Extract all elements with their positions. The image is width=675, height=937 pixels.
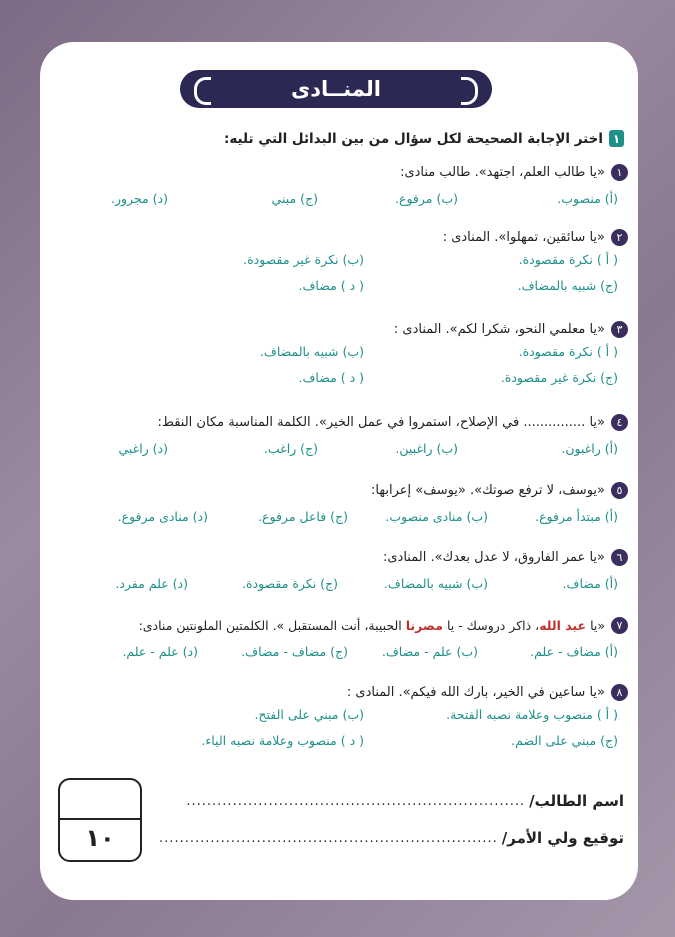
question-number: ٣ [611,321,628,338]
option-a[interactable]: (أ) مضاف. [562,576,618,591]
question-text: «يا ساعين في الخير، بارك الله فيكم». المنادى : [346,685,605,700]
option-b[interactable]: (ب) شبيه بالمضاف. [383,576,488,591]
worksheet-paper [40,42,638,900]
question-text: «يا عمر الفاروق، لا عدل بعدك». المنادى: [383,550,605,565]
question-number: ٤ [611,414,628,431]
option-a[interactable]: ( أ ) منصوب وعلامة نصبه الفتحة. [446,707,618,722]
question-text: «يا ............... في الإصلاح، استمروا في عمل الخير». الكلمة المناسبة مكان النقط: [157,415,605,430]
option-d[interactable]: (د) علم - علم. [122,644,198,659]
option-a[interactable]: (أ) مبتدأ مرفوع. [535,509,618,524]
guardian-signature-label: توقيع ولي الأمر/ [501,829,624,847]
bracket-right-ornament [461,77,478,105]
student-name-field[interactable]: .................................................................. [186,793,526,809]
highlighted-word: مصرنا [405,618,443,633]
option-d[interactable]: (د) منادى مرفوع. [117,509,208,524]
option-d[interactable]: (د) مجرور. [110,191,168,206]
option-b[interactable]: (ب) علم - مضاف. [381,644,478,659]
option-b[interactable]: (ب) مرفوع. [395,191,458,206]
option-a[interactable]: (أ) مضاف - علم. [530,644,618,659]
question-text-part: ، ذاكر دروسك - يا [446,618,540,633]
score-divider [60,818,140,820]
guardian-signature-line[interactable] [159,829,624,847]
option-b[interactable]: (ب) منادى منصوب. [385,509,488,524]
score-box [58,778,142,862]
title-banner [180,70,492,108]
score-total: ١٠ [85,824,115,852]
question-text [139,618,605,633]
option-c[interactable]: (ج) شبيه بالمضاف. [517,278,618,293]
bracket-left-ornament [194,77,211,105]
question-text: «يوسف، لا ترفع صوتك». «يوسف» إعرابها: [371,483,605,498]
guardian-signature-field[interactable]: .................................................................. [159,830,498,846]
question-8 [48,684,628,753]
question-1 [48,164,628,211]
option-c[interactable]: (ج) نكرة مقصودة. [241,576,338,591]
question-3 [48,321,628,390]
option-c[interactable]: (ج) مضاف - مضاف. [241,644,348,659]
page-title: المنــادى [291,77,381,101]
question-2 [48,229,628,298]
option-c[interactable]: (ج) مبني على الضم. [511,733,618,748]
question-number: ٧ [611,617,628,634]
option-b[interactable]: (ب) راغبين. [395,441,458,456]
option-d[interactable]: ( د ) مضاف. [298,278,364,293]
option-d[interactable]: ( د ) منصوب وعلامة نصبه الياء. [201,733,364,748]
question-number: ٥ [611,482,628,499]
option-d[interactable]: (د) راغبي [118,441,168,456]
option-d[interactable]: ( د ) مضاف. [298,370,364,385]
section-instruction [224,130,624,147]
question-number: ٦ [611,549,628,566]
question-text: «يا طالب العلم، اجتهد». طالب منادى: [400,165,605,180]
section-number: ١ [609,130,624,147]
option-a[interactable]: (أ) منصوب. [557,191,618,206]
question-text-part: «يا [590,618,605,633]
student-name-label: اسم الطالب/ [529,792,624,810]
question-number: ١ [611,164,628,181]
option-c[interactable]: (ج) راغب. [263,441,318,456]
question-5 [48,482,628,529]
option-b[interactable]: (ب) شبيه بالمضاف. [259,344,364,359]
question-text-part: الحبيبة، أنت المستقبل ». الكلمتين الملونتين منادى: [138,618,402,633]
instruction-text: اختر الإجابة الصحيحة لكل سؤال من بين البدائل التي تليه: [223,130,603,147]
question-text: «يا معلمي النحو، شكرا لكم». المنادى : [393,322,605,337]
option-a[interactable]: ( أ ) نكرة مقصودة. [518,252,618,267]
question-4 [48,414,628,461]
student-name-line[interactable] [186,792,624,810]
option-a[interactable]: ( أ ) نكرة مقصودة. [518,344,618,359]
question-text: «يا سائقين، تمهلوا». المنادى : [442,230,605,245]
option-b[interactable]: (ب) مبني على الفتح. [254,707,364,722]
option-c[interactable]: (ج) نكرة غير مقصودة. [500,370,618,385]
highlighted-word: عبد الله [539,618,587,633]
option-a[interactable]: (أ) راغبون. [561,441,618,456]
question-number: ٨ [611,684,628,701]
option-b[interactable]: (ب) نكرة غير مقصودة. [243,252,364,267]
option-d[interactable]: (د) علم مفرد. [115,576,188,591]
option-c[interactable]: (ج) فاعل مرفوع. [258,509,348,524]
question-number: ٢ [611,229,628,246]
question-7 [48,617,628,664]
option-c[interactable]: (ج) مبني [271,191,318,206]
question-6 [48,549,628,596]
